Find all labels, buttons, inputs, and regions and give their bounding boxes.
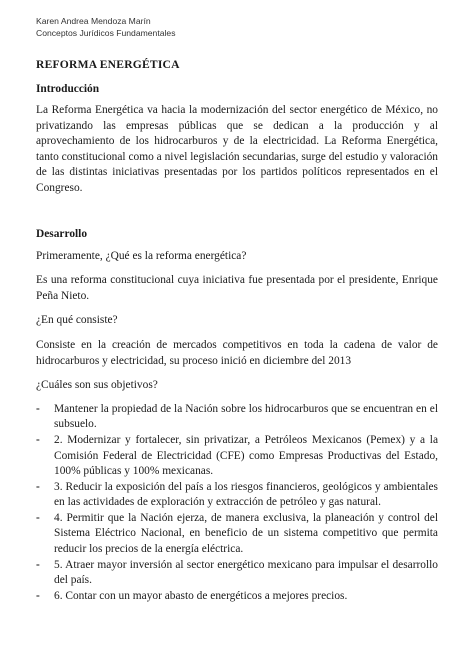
question-what-is: Primeramente, ¿Qué es la reforma energética? [36,249,247,262]
list-item [36,402,438,433]
development-heading: Desarrollo [36,227,88,240]
answer-what-is: Es una reforma constitucional cuya iniciativa fue presentada por el presidente, Enrique Peña Nieto. [36,274,438,302]
list-item [36,433,438,480]
objective-text: 4. Permitir que la Nación ejerza, de manera exclusiva, la planeación y control del Sistema Eléctrico Nacional, en beneficio de un sistema competitivo que permita reducir los precios de la energía eléctrica. [54,511,438,556]
dash-bullet: - [36,402,40,415]
objective-text: 6. Contar con un mayor abasto de energéticos a mejores precios. [54,589,348,602]
dash-bullet: - [36,480,40,493]
objective-text: 3. Reducir la exposición del país a los riesgos financieros, geológicos y ambientales en las actividades de exploración y extracción de petróleo y gas natural. [54,480,438,509]
objective-text: Mantener la propiedad de la Nación sobre los hidrocarburos que se encuentran en el subsuelo. [54,402,438,431]
intro-heading: Introducción [36,83,100,95]
course-name: Conceptos Jurídicos Fundamentales [36,28,176,38]
objective-text: 2. Modernizar y fortalecer, sin privatizar, a Petróleos Mexicanos (Pemex) y a la Comisión Federal de Electricidad (CFE) como Empresas Productivas del Estado, 100% públicas y 100% mexicanas. [54,433,438,478]
document-header [36,15,438,39]
answer-consists: Consiste en la creación de mercados competitivos en toda la cadena de valor de hidrocarburos y electricidad, su proceso inició en diciembre del 2013 [36,338,438,367]
list-item [36,480,438,511]
objectives-list [36,402,438,605]
list-item [36,511,438,558]
objective-text: 5. Atraer mayor inversión al sector energético mexicano para impulsar el desarrollo del país. [54,558,438,587]
list-item [36,589,438,605]
question-objectives: ¿Cuáles son sus objetivos? [36,379,158,392]
document-title: REFORMA ENERGÉTICA [36,58,180,71]
dash-bullet: - [36,511,40,524]
dash-bullet: - [36,558,40,571]
dash-bullet: - [36,433,40,446]
question-consists: ¿En qué consiste? [36,314,118,327]
list-item [36,558,438,589]
dash-bullet: - [36,589,40,602]
author-name: Karen Andrea Mendoza Marín [36,16,151,26]
intro-paragraph: La Reforma Energética va hacia la modernización del sector energético de México, no privatizando las empresas públicas que se dedican a la producción y al aprovechamiento de los hidrocarburos y de la electricidad. La Reforma Energética, tanto constitucional como a nivel legislación secundarias, surge del estudio y valoración de las distintas iniciativas presentadas por los partidos políticos representados en el Congreso. [36,104,438,194]
